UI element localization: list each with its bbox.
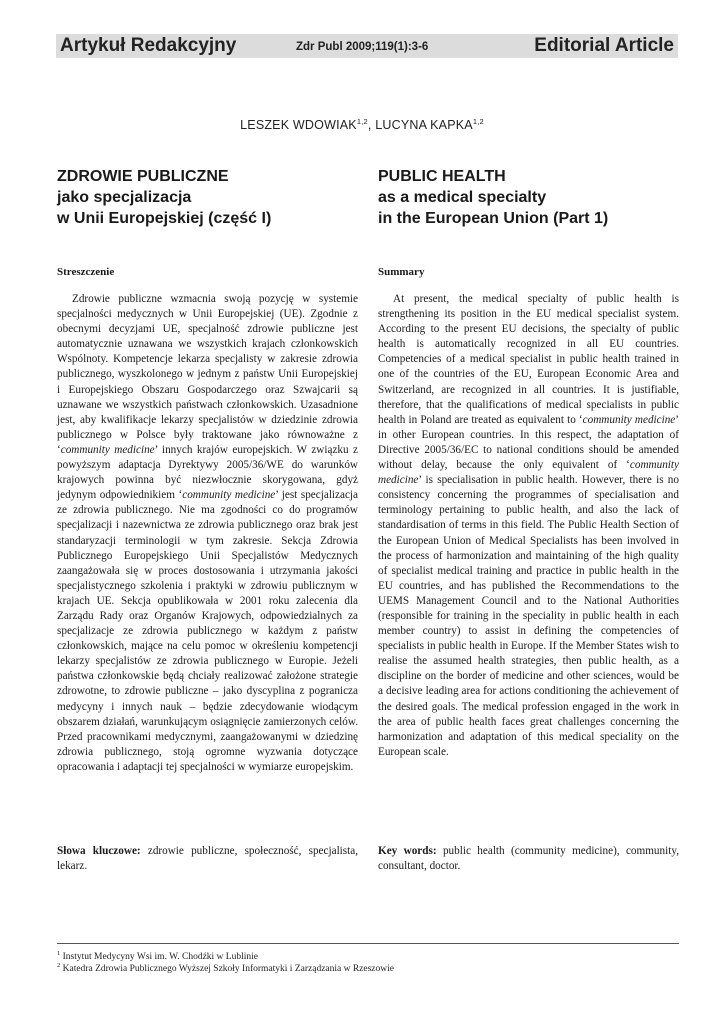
abstract-en-text: ’ in other European countries. In this respect, the adaptation of Directive 2005/36/EC to national conditions should be amended without delay, because the only equivalent of ‘ xyxy=(378,413,680,472)
author-line: LESZEK WDOWIAK$^{1,2}$, LUCYNA KAPKA$^{1,2}$ xyxy=(240,117,484,133)
keywords-pl-label: Słowa kluczowe: xyxy=(57,845,141,857)
title-en-line: in the European Union (Part 1) xyxy=(378,210,609,227)
abstract-en-emphasis: community medicine xyxy=(582,413,676,426)
title-polish xyxy=(57,166,357,229)
author-2-affiliation: 1,2 xyxy=(472,117,484,126)
footnote-1-marker: 1 xyxy=(57,950,61,957)
abstract-pl-text: ’ jest specjalizacja ze zdrowia publicznego. Nie ma zgodności co do programów specjalizacji i nazewnictwa ze zdrowia publicznego oraz brak jest standaryzacji terminologii w tym zakresie. Sekcja Zdrowia Publicznego Europejskiego Unii Specjalistów Medycznych zaangażowała się w proces dostosowania i utrzymania jakości specjalistycznego szkolenia i praktyki w zdrowiu publicznym w krajach UE. Sekcja opublikowała w 2001 roku zalecenia dla Zarządu Rady oraz Organów Krajowych, odpowiedzialnych za specjalizacje ze zdrowia publicznego w każdym z państw członkowskich, mające na celu pomoc w określeniu kompetencji lekarzy specjalistów ze zdrowia publicznego w Europie. Jeżeli państwa członkowskie będą chciały realizować założone strategie zdrowotne, to zdrowie publiczne – jako dyscyplina z pogranicza medycyny i innych nauk – będzie zdecydowanie wiodącym obszarem działań, warunkującym osiągnięcie zamierzonych celów. Przed pracownikami medycznymi, zaangażowanymi w dziedzinę zdrowia publicznego, stoją ogromne wyzwania dotyczące opracowania i adaptacji tej specjalności w wymiarze europejskim. xyxy=(57,489,359,773)
title-english xyxy=(378,166,678,229)
abstract-en-emphasis: community medicine xyxy=(378,459,679,487)
keywords-en-label: Key words: xyxy=(378,845,437,857)
title-pl-line: ZDROWIE PUBLICZNE xyxy=(57,168,229,185)
footnote-divider xyxy=(57,943,679,944)
author-1-name: LESZEK WDOWIAK xyxy=(240,118,357,133)
abstract-heading-pl: Streszczenie xyxy=(57,266,115,278)
title-pl-line: w Unii Europejskiej (część I) xyxy=(57,210,272,227)
abstract-english xyxy=(378,292,679,760)
title-pl-line: jako specjalizacja xyxy=(57,189,192,206)
journal-citation: Zdr Publ 2009;119(1):3-6 xyxy=(296,41,429,53)
abstract-pl-paragraph xyxy=(57,292,358,775)
abstract-polish xyxy=(57,292,358,775)
abstract-pl-text: Zdrowie publiczne wzmacnia swoją pozycję w systemie specjalności medycznych w Unii Europejskiej (UE). Zgodnie z obecnymi decyzjami UE, specjalność zdrowie publiczne jest automatycznie uznawana we wszystkich krajach członkowskich Wspólnoty. Kompetencje lekarza specjalisty w zakresie zdrowia publicznego, wyszkolonego w jednym z państw Unii Europejskiej i Europejskiego Obszaru Gospodarczego oraz Szwajcarii są uznawane we wszystkich państwach członkowskich. Uzasadnione jest, aby kwalifikacje lekarzy specjalistów w dziedzinie zdrowia publicznego w Polsce były traktowane jako równoważne z ‘ xyxy=(57,293,358,456)
keywords-english xyxy=(378,844,679,874)
abstract-en-text: At present, the medical specialty of public health is strengthening its position in the EU medical specialist system. According to the present EU decisions, the specialty of public health is automatically recognized in all EU countries. Competencies of a medical specialist in public health trained in one of the countries of the EU, European Economic Area and Switzerland, are recognized in all countries. It is justifiable, therefore, that the qualifications of medical specialists in public health in Poland are treated as equivalent to ‘ xyxy=(378,293,679,426)
header-section-en: Editorial Article xyxy=(534,35,674,56)
abstract-pl-emphasis: community medicine xyxy=(60,443,155,456)
abstract-en-paragraph xyxy=(378,292,679,760)
author-2-name: LUCYNA KAPKA xyxy=(375,118,473,133)
footnote-2 xyxy=(57,960,679,975)
abstract-heading-en: Summary xyxy=(378,266,425,278)
footnote-1-text: Instytut Medycyny Wsi im. W. Chodźki w Lublinie xyxy=(60,952,258,963)
footnote-2-marker: 2 xyxy=(57,962,61,969)
footnote-2-text: Katedra Zdrowia Publicznego Wyższej Szkoły Informatyki i Zarządzania w Rzeszowie xyxy=(60,964,394,975)
author-1-affiliation: 1,2 xyxy=(356,117,368,126)
abstract-pl-text: ’ innych krajów europejskich. W związku z powyższym adaptacja Dyrektywy 2005/36/WE do warunków krajowych powinna być niezwłocznie skorygowana, gdyż jedynym odpowiednikiem ‘ xyxy=(57,443,358,502)
header-section-pl: Artykuł Redakcyjny xyxy=(60,35,237,56)
title-en-line: as a medical specialty xyxy=(378,189,547,206)
title-en-line: PUBLIC HEALTH xyxy=(378,168,506,185)
keywords-en-text: public health (community medicine), community, consultant, doctor. xyxy=(378,845,679,873)
keywords-pl-text: zdrowie publiczne, społeczność, specjalista, lekarz. xyxy=(57,845,359,873)
abstract-en-text: ’ is specialisation in public health. However, there is no consistency concerning the programmes of specialisation and terminology pertaining to public health, and also the lack of standardisation of terms in this field. The Public Health Section of the European Union of Medical Specialists has been involved in the process of harmonization and maintaining of the high quality of specialist medical training and practice in public health in the EU countries, and has published the Recommendations to the UEMS Management Council and to the National Authorities (responsible for training in the speciality in public health in each member country) to assist in defining the competencies of specialists in public health in Europe. If the Member States wish to realise the assumed health strategies, then public health, as a discipline on the border of medicine and other sciences, would be a decisive leading area for actions conditioning the achievement of the desired goals. The medical profession engaged in the work in the area of public health faces great challenges concerning the harmonization and adaptation of this medical speciality on the European scale. xyxy=(378,474,679,758)
abstract-pl-emphasis: community medicine xyxy=(182,489,276,502)
running-header xyxy=(56,34,678,58)
keywords-polish xyxy=(57,844,358,874)
